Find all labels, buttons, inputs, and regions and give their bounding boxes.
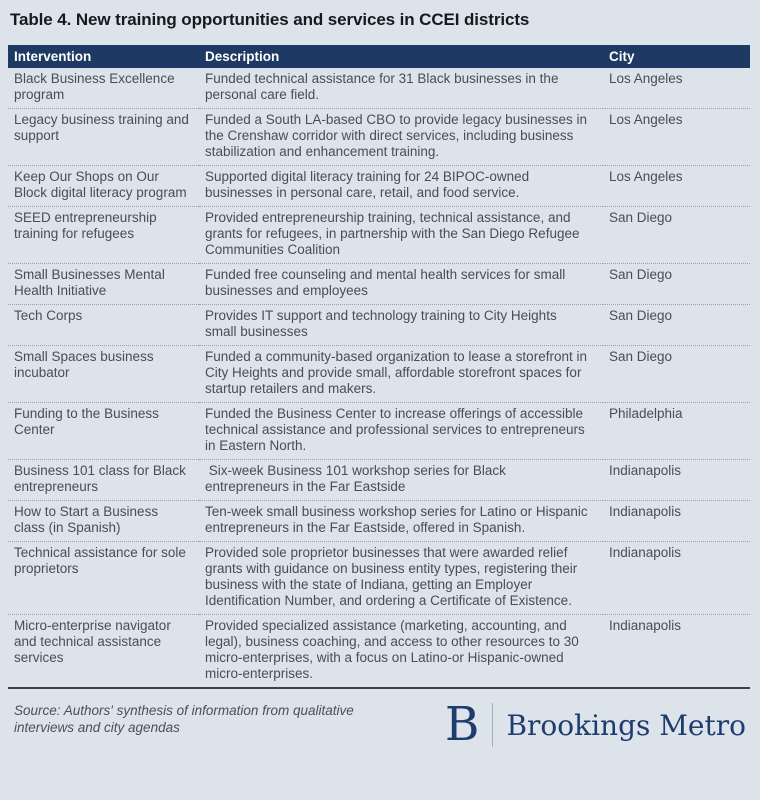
table-row: [8, 166, 750, 207]
interventions-table: [8, 45, 750, 689]
brookings-metro-wordmark: Brookings Metro: [506, 708, 746, 742]
intervention-cell: Micro-enterprise navigator and technical assistance services: [8, 615, 199, 689]
description-cell: Provided sole proprietor businesses that were awarded relief grants with guidance on business entity types, registering their business with the state of Indiana, getting an Employer Identification Number, and ordering a Certificate of Existence.: [199, 542, 603, 615]
table-row: [8, 346, 750, 403]
table-row: [8, 305, 750, 346]
footer: [8, 689, 750, 752]
intervention-cell: Small Spaces business incubator: [8, 346, 199, 403]
table-row: [8, 501, 750, 542]
city-cell: Indianapolis: [603, 460, 750, 501]
intervention-cell: Keep Our Shops on Our Block digital literacy program: [8, 166, 199, 207]
description-cell: Provides IT support and technology training to City Heights small businesses: [199, 305, 603, 346]
intervention-cell: Tech Corps: [8, 305, 199, 346]
city-cell: San Diego: [603, 207, 750, 264]
table-row: [8, 109, 750, 166]
brookings-b-logo-icon: B: [444, 697, 480, 752]
column-header-description: Description: [199, 45, 603, 68]
column-header-intervention: Intervention: [8, 45, 199, 68]
city-cell: Indianapolis: [603, 542, 750, 615]
city-cell: Los Angeles: [603, 166, 750, 207]
city-cell: Los Angeles: [609, 71, 683, 86]
description-cell: Provided specialized assistance (marketing, accounting, and legal), business coaching, and access to other resources to 30 micro-enterprises, with a focus on Latino-or Hispanic-owned micro-enterprises.: [199, 615, 603, 689]
description-cell: Six-week Business 101 workshop series for Black entrepreneurs in the Far Eastside: [199, 460, 603, 501]
table-row: [8, 615, 750, 689]
city-cell: Indianapolis: [603, 615, 750, 689]
description-cell: Provided entrepreneurship training, technical assistance, and grants for refugees, in partnership with the San Diego Refugee Communities Coalition: [199, 207, 603, 264]
description-cell: Funded the Business Center to increase offerings of accessible technical assistance and professional services to entrepreneurs in Eastern North.: [199, 403, 603, 460]
description-cell: Funded a community-based organization to lease a storefront in City Heights and provide small, affordable storefront spaces for startup retailers and makers.: [199, 346, 603, 403]
logo-divider: [492, 703, 493, 747]
table-row: [8, 460, 750, 501]
city-cell: Philadelphia: [603, 403, 750, 460]
city-cell: Los Angeles: [603, 109, 750, 166]
city-cell: San Diego: [603, 346, 750, 403]
source-note: Source: Authors' synthesis of information from qualitative interviews and city agendas: [14, 703, 354, 735]
table-row: [8, 264, 750, 305]
description-cell: Ten-week small business workshop series for Latino or Hispanic entrepreneurs in the Far Eastside, offered in Spanish.: [199, 501, 603, 542]
intervention-cell: Technical assistance for sole proprietors: [8, 542, 199, 615]
table-row: [8, 207, 750, 264]
intervention-cell: Legacy business training and support: [8, 109, 199, 166]
city-cell: San Diego: [603, 264, 750, 305]
city-cell: Indianapolis: [603, 501, 750, 542]
description-cell: Funded free counseling and mental health services for small businesses and employees: [199, 264, 603, 305]
intervention-cell: Black Business Excellence program: [14, 71, 175, 102]
description-cell: Funded a South LA-based CBO to provide legacy businesses in the Crenshaw corridor with direct services, including business stabilization and enhancement training.: [199, 109, 603, 166]
intervention-cell: Business 101 class for Black entrepreneurs: [8, 460, 199, 501]
description-cell: Supported digital literacy training for 24 BIPOC-owned businesses in personal care, retail, and food service.: [199, 166, 603, 207]
table-row: [8, 542, 750, 615]
table-row: [8, 68, 750, 109]
column-header-city: City: [603, 45, 750, 68]
intervention-cell: How to Start a Business class (in Spanish): [8, 501, 199, 542]
intervention-cell: Funding to the Business Center: [8, 403, 199, 460]
table-header-row: [8, 45, 750, 68]
intervention-cell: Small Businesses Mental Health Initiative: [8, 264, 199, 305]
intervention-cell: SEED entrepreneurship training for refugees: [8, 207, 199, 264]
table-title: Table 4. New training opportunities and services in CCEI districts: [10, 10, 530, 29]
table-row: [8, 403, 750, 460]
description-cell: Funded technical assistance for 31 Black businesses in the personal care field.: [205, 71, 563, 102]
city-cell: San Diego: [603, 305, 750, 346]
brookings-metro-logo: [444, 697, 750, 752]
